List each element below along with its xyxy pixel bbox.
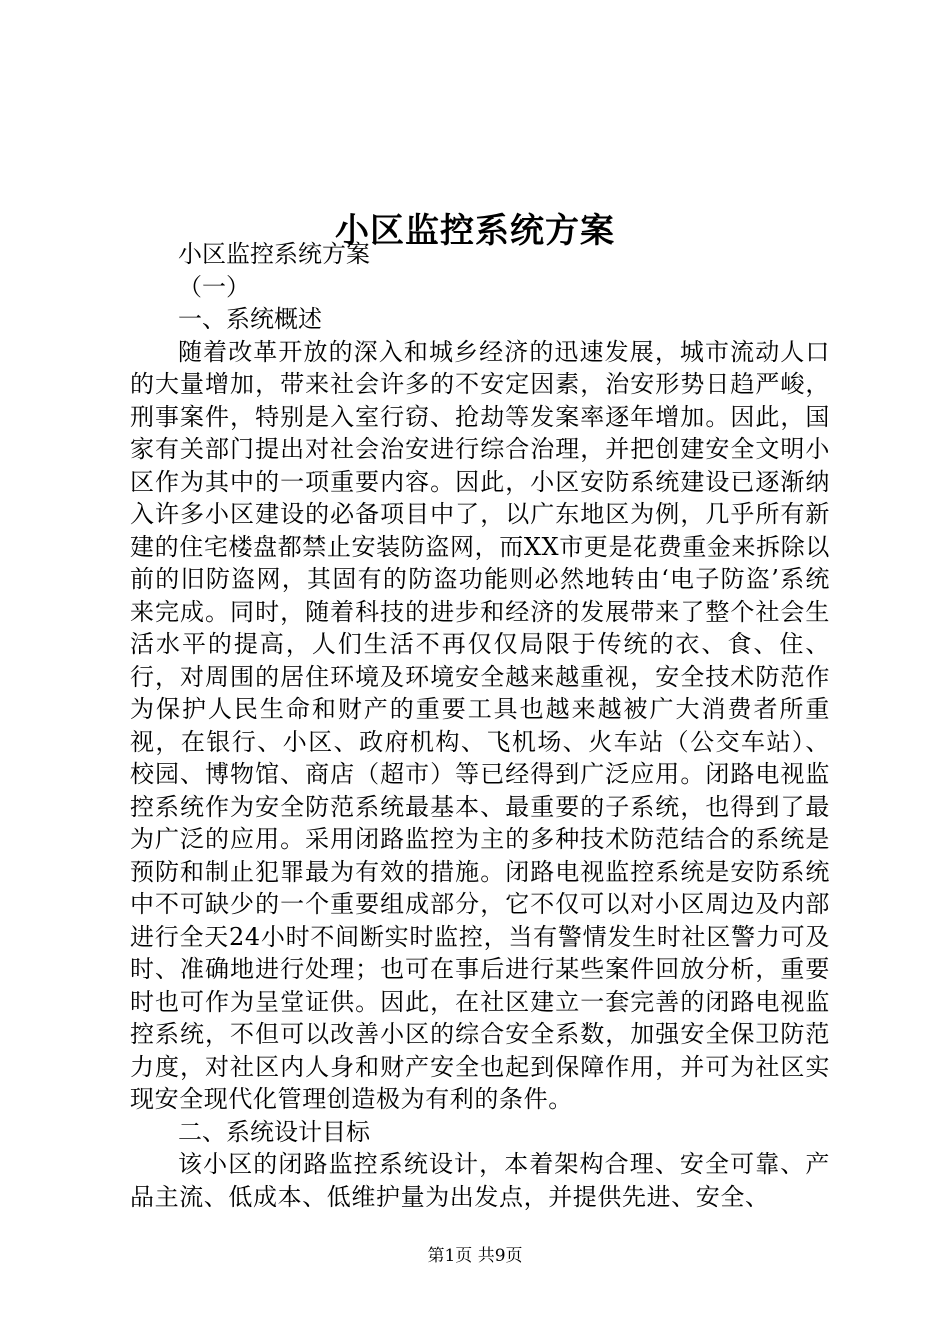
design-goals-paragraph: 该小区的闭路监控系统设计，本着架构合理、安全可靠、产品主流、低成本、低维护量为出发点，并提供先进、安全、 (130, 1150, 830, 1211)
section-heading-overview: 一、系统概述 (178, 305, 322, 333)
overview-paragraph: 随着改革开放的深入和城乡经济的迅速发展，城市流动人口的大量增加，带来社会许多的不安定因素，治安形势日趋严峻，刑事案件，特别是入室行窃、抢劫等发案率逐年增加。因此，国家有关部门提出对社会治安进行综合治理，并把创建安全文明小区作为其中的一项重要内容。因此，小区安防系统建设已逐渐纳入许多小区建设的必备项目中了，以广东地区为例，几乎所有新建的住宅楼盘都禁止安装防盗网，而XX市更是花费重金来拆除以前的旧防盗网，其固有的防盗功能则必然地转由‘电子防盗’系统来完成。同时，随着科技的进步和经济的发展带来了整个社会生活水平的提高，人们生活不再仅仅局限于传统的衣、食、住、行，对周围的居住环境及环境安全越来越重视，安全技术防范作为保护人民生命和财产的重要工具也越来越被广大消费者所重视，在银行、小区、政府机构、飞机场、火车站（公交车站）、校园、博物馆、商店（超市）等已经得到广泛应用。闭路电视监控系统作为安全防范系统最基本、最重要的子系统，也得到了最为广泛的应用。采用闭路监控为主的多种技术防范结合的系统是预防和制止犯罪最为有效的措施。闭路电视监控系统是安防系统中不可缺少的一个重要组成部分，它不仅可以对小区周边及内部进行全天24小时不间断实时监控，当有警情发生时社区警力可及时、准确地进行处理；也可在事后进行某些案件回放分析，重要时也可作为呈堂证供。因此，在社区建立一套完善的闭路电视监控系统，不但可以改善小区的综合安全系数，加强安全保卫防范力度，对社区内人身和财产安全也起到保障作用，并可为社区实现安全现代化管理创造极为有利的条件。 (130, 337, 830, 1113)
document-body (130, 238, 830, 1213)
section-heading-design-goals: 二、系统设计目标 (178, 1117, 370, 1146)
document-title: 小区监控系统方案 (335, 210, 615, 251)
part-marker: （一） (178, 272, 250, 301)
page-footer: 第1页 共9页 (427, 1246, 523, 1266)
document-subtitle: 小区监控系统方案 (178, 240, 370, 268)
